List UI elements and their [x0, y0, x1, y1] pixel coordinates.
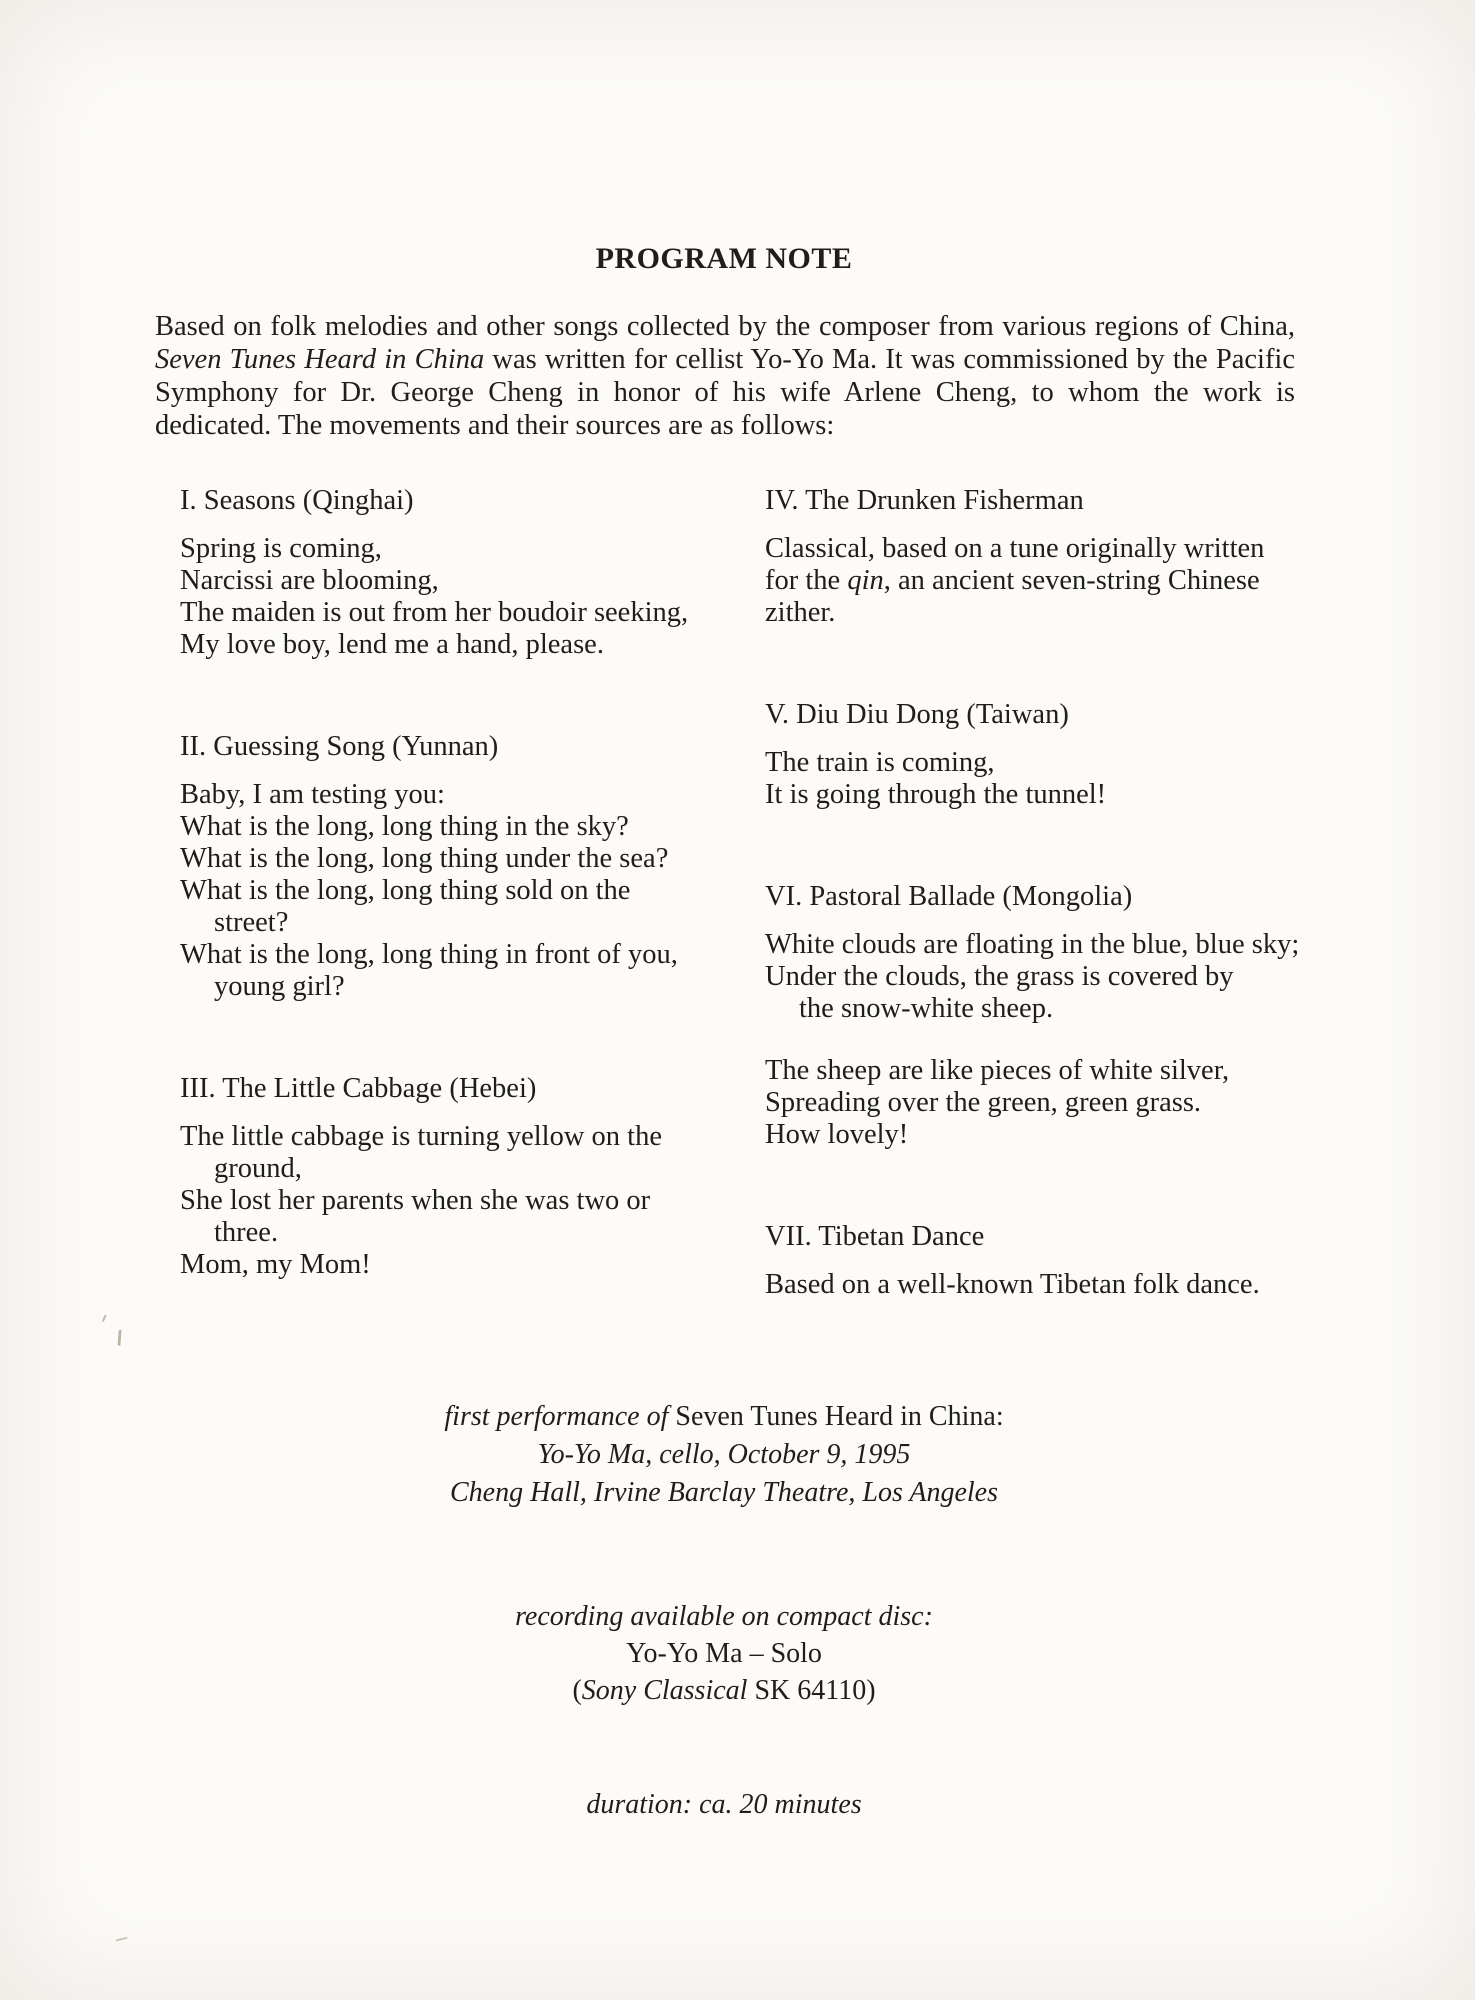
- text: Mom, my Mom!: [180, 1249, 371, 1280]
- italic-text: qin: [847, 565, 884, 596]
- recording-note: [155, 1598, 1293, 1709]
- stanza: [765, 1055, 1310, 1151]
- text: Seven Tunes Heard in China:: [668, 1401, 1004, 1432]
- stanza-line: [180, 629, 755, 661]
- text: Under the clouds, the grass is covered by: [765, 961, 1234, 992]
- stanza: [180, 533, 755, 661]
- text: Classical, based on a tune originally written: [765, 533, 1265, 564]
- stanza-line: [765, 1055, 1310, 1087]
- colophon-line: [155, 1786, 1293, 1824]
- movement: [765, 699, 1310, 811]
- stanza-line: [180, 843, 755, 875]
- italic-text: recording available on compact disc:: [515, 1601, 933, 1632]
- stanza-line: [180, 907, 755, 939]
- first-performance-note: [155, 1398, 1293, 1512]
- colophon-line: [155, 1398, 1293, 1436]
- movement-heading: [765, 699, 1310, 731]
- stanza-line: [180, 597, 755, 629]
- intro-paragraph: [155, 310, 1295, 442]
- text: IV. The Drunken Fisherman: [765, 485, 1084, 516]
- text: The train is coming,: [765, 747, 995, 778]
- text: I. Seasons (Qinghai): [180, 485, 414, 516]
- text: three.: [214, 1217, 279, 1248]
- pencil-mark: [116, 1937, 129, 1945]
- movement-heading: [180, 731, 755, 763]
- stanza-line: [765, 961, 1310, 993]
- stanza: [765, 1269, 1310, 1301]
- italic-text: Cheng Hall, Irvine Barclay Theatre, Los Angeles: [450, 1477, 998, 1508]
- movement: [180, 731, 755, 1003]
- italic-text: Yo-Yo Ma, cello, October 9, 1995: [537, 1439, 911, 1470]
- stanza-line: [180, 533, 755, 565]
- text: My love boy, lend me a hand, please.: [180, 629, 604, 660]
- stanza-line: [765, 747, 1310, 779]
- colophon-line: [155, 1436, 1293, 1474]
- duration-note: [155, 1786, 1293, 1824]
- movements-column-right: [765, 485, 1310, 1371]
- stanza-line: [765, 779, 1310, 811]
- stanza-line: [180, 875, 755, 907]
- text: Based on folk melodies and other songs collected by the composer from various regions of China,: [155, 310, 1295, 342]
- stanza: [180, 1121, 755, 1281]
- text: was written for cellist Yo-Yo Ma. It was commissioned by the Pacific Symphony for Dr. George Cheng in honor of his wife Arlene Cheng, to whom the work is dedicated. The movements and their sources are as follows:: [155, 343, 1295, 441]
- stanza-line: [180, 1217, 755, 1249]
- stanza-line: [180, 1185, 755, 1217]
- movement-heading: [765, 485, 1310, 517]
- text: the snow-white sheep.: [799, 993, 1054, 1024]
- stanza-line: [180, 1121, 755, 1153]
- stanza-line: [765, 1087, 1310, 1119]
- stanza-line: [765, 565, 1310, 597]
- text: What is the long, long thing sold on the: [180, 875, 631, 906]
- stanza-line: [180, 1153, 755, 1185]
- text: How lovely!: [765, 1119, 909, 1150]
- pencil-mark: [117, 1330, 124, 1346]
- stanza: [180, 779, 755, 1003]
- italic-text: Sony Classical: [581, 1675, 748, 1706]
- italic-text: Seven Tunes Heard in China: [155, 343, 485, 375]
- movement: [765, 485, 1310, 629]
- text: The maiden is out from her boudoir seeking,: [180, 597, 689, 628]
- movement: [180, 1073, 755, 1281]
- text: for the: [765, 565, 848, 596]
- stanza-line: [765, 1269, 1310, 1301]
- movement: [765, 1221, 1310, 1301]
- stanza-line: [765, 929, 1310, 961]
- text: White clouds are floating in the blue, blue sky;: [765, 929, 1300, 960]
- text: What is the long, long thing in front of you,: [180, 939, 678, 970]
- stanza: [765, 929, 1310, 1025]
- colophon-line: [155, 1635, 1293, 1672]
- text: young girl?: [214, 971, 345, 1002]
- stanza-line: [765, 597, 1310, 629]
- text: Based on a well-known Tibetan folk dance.: [765, 1269, 1260, 1300]
- text: It is going through the tunnel!: [765, 779, 1107, 810]
- movement-heading: [765, 1221, 1310, 1253]
- italic-text: duration: ca. 20 minutes: [586, 1789, 862, 1820]
- text: III. The Little Cabbage (Hebei): [180, 1073, 537, 1104]
- text: Spreading over the green, green grass.: [765, 1087, 1202, 1118]
- stanza-line: [765, 993, 1310, 1025]
- text: Baby, I am testing you:: [180, 779, 445, 810]
- text: Yo-Yo Ma – Solo: [626, 1638, 822, 1669]
- text: What is the long, long thing in the sky?: [180, 811, 629, 842]
- italic-text: first performance of: [444, 1401, 669, 1432]
- text: street?: [214, 907, 289, 938]
- text: What is the long, long thing under the sea?: [180, 843, 669, 874]
- stanza: [765, 747, 1310, 811]
- stanza-line: [180, 971, 755, 1003]
- movement: [180, 485, 755, 661]
- movement-heading: [765, 881, 1310, 913]
- movement: [765, 881, 1310, 1151]
- text: (: [572, 1675, 582, 1706]
- text: zither.: [765, 597, 836, 628]
- movement-heading: [180, 485, 755, 517]
- text: The little cabbage is turning yellow on the: [180, 1121, 662, 1152]
- stanza-line: [180, 1249, 755, 1281]
- movements-column-left: [180, 485, 755, 1351]
- page-title: PROGRAM NOTE: [595, 242, 853, 276]
- text: ground,: [214, 1153, 302, 1184]
- text: Narcissi are blooming,: [180, 565, 439, 596]
- stanza-line: [765, 1119, 1310, 1151]
- stanza-line: [180, 565, 755, 597]
- stanza: [765, 533, 1310, 629]
- text: The sheep are like pieces of white silver,: [765, 1055, 1230, 1086]
- text: Spring is coming,: [180, 533, 382, 564]
- text: VII. Tibetan Dance: [765, 1221, 985, 1252]
- text: She lost her parents when she was two or: [180, 1185, 651, 1216]
- stanza-line: [180, 811, 755, 843]
- text: VI. Pastoral Ballade (Mongolia): [765, 881, 1133, 912]
- text: SK 64110): [747, 1675, 876, 1706]
- stanza-line: [180, 939, 755, 971]
- stanza-line: [180, 779, 755, 811]
- colophon-line: [155, 1672, 1293, 1709]
- pencil-mark: [102, 1315, 112, 1325]
- colophon-line: [155, 1598, 1293, 1635]
- colophon-line: [155, 1474, 1293, 1512]
- text: II. Guessing Song (Yunnan): [180, 731, 499, 762]
- stanza-line: [765, 533, 1310, 565]
- text: V. Diu Diu Dong (Taiwan): [765, 699, 1069, 730]
- movement-heading: [180, 1073, 755, 1105]
- text: , an ancient seven-string Chinese: [883, 565, 1260, 596]
